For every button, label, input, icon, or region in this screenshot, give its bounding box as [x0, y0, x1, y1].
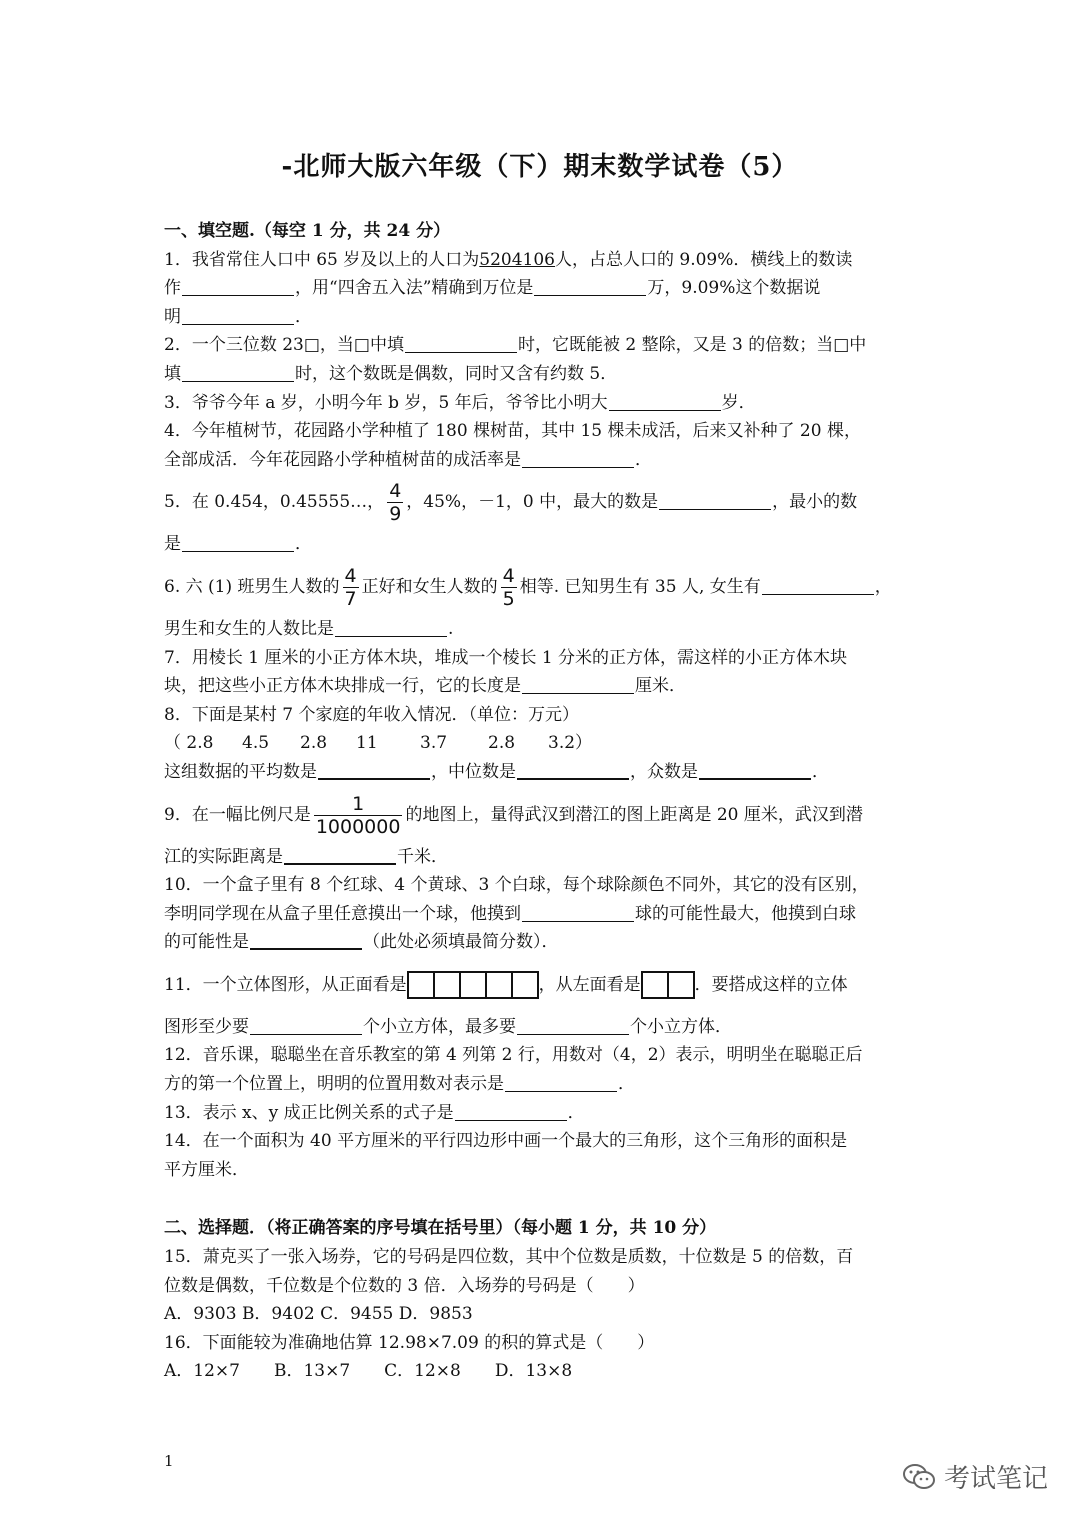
data-value: （ 2.8 [164, 733, 214, 754]
question-1-line-3: 明 ． [164, 306, 312, 327]
answer-blank[interactable] [522, 449, 634, 468]
question-10-line-3: 的可能性是 （此处必须填最简分数）． [164, 932, 559, 953]
question-2-line-2: 填 时，这个数既是偶数，同时又含有约数 5． [164, 363, 618, 384]
question-12-line-2: 方的第一个位置上，明明的位置用数对表示是 ． [164, 1074, 635, 1095]
answer-blank[interactable] [522, 903, 634, 922]
question-4-line-1: 4．今年植树节，花园路小学种植了 180 棵树苗，其中 15 棵未成活，后来又补种了 20 棵， [164, 421, 861, 442]
data-value: 4.5 [242, 733, 270, 754]
wechat-icon [902, 1463, 936, 1491]
answer-blank[interactable] [250, 1016, 362, 1035]
answer-blank[interactable] [455, 1102, 567, 1121]
watermark-text: 考试笔记 [944, 1464, 1049, 1494]
question-1-line-2: 作 ，用“四舍五入法”精确到万位是 万，9.09%这个数据说 [164, 278, 821, 299]
question-1-line-1: 1．我省常住人口中 65 岁及以上的人口为5204106人，占总人口的 9.09%．横线上的数读 [164, 249, 853, 270]
answer-blank[interactable] [284, 845, 396, 865]
data-value: 3.7 [420, 733, 448, 754]
question-7-line-1: 7．用棱长 1 厘米的小正方体木块，堆成一个棱长 1 分米的正方体，需这样的小正方体木块 [164, 647, 848, 668]
question-16-options: A．12×7 B．13×7 C．12×8 D．13×8 [164, 1361, 573, 1382]
answer-blank[interactable] [250, 930, 362, 950]
question-14-line-2: 平方厘米． [164, 1159, 249, 1180]
question-10-line-1: 10．一个盒子里有 8 个红球、4 个黄球、3 个白球，每个球除颜色不同外，其它的没有区别， [164, 875, 869, 896]
question-5-line-2: 是 ． [164, 534, 312, 555]
answer-blank[interactable] [405, 334, 517, 353]
exam-content [164, 217, 924, 1386]
question-7-line-2: 块，把这些小正方体木块排成一行，它的长度是 厘米． [164, 676, 686, 697]
answer-blank[interactable] [517, 1016, 629, 1035]
question-6-line-2: 男生和女生的人数比是 . [164, 618, 454, 639]
question-5-line-1: 5．在 0.454，0.45555…， $\frac{4}{9}$ ，45%，－1，0 中，最大的数是 ，最小的数 [164, 480, 858, 526]
answer-blank[interactable] [335, 618, 447, 637]
front-view-figure [407, 971, 539, 999]
question-13: 13．表示 x、y 成正比例关系的式子是 ． [164, 1102, 585, 1123]
scale-fraction: $\frac{1}{1000000}$ [315, 792, 401, 838]
question-4-line-2: 全部成活．今年花园路小学种植树苗的成活率是 ． [164, 449, 652, 470]
data-value: 2.8 [300, 733, 328, 754]
question-2-line-1: 2．一个三位数 23□，当□中填 时，它既能被 2 整除，又是 3 的倍数；当□中 [164, 335, 867, 356]
data-value: 2.8 [488, 733, 516, 754]
question-6-line-1: 6. 六 (1) 班男生人数的 $\frac{4}{7}$ 正好和女生人数的 $\frac{4}{5}$ 相等. 已知男生有 35 人, 女生有 ， [164, 564, 892, 610]
data-value: 11 [356, 733, 378, 754]
question-9-line-1: 9．在一幅比例尺是 $\frac{1}{1000000}$ 的地图上，量得武汉到潜江的图上距离是 20 厘米，武汉到潜 [164, 792, 863, 838]
answer-blank[interactable] [659, 491, 771, 510]
section-header-fill-in: 一、填空题.（每空 1 分，共 24 分） [164, 221, 451, 241]
question-11-line-2: 图形至少要 个小立方体，最多要 个小立方体． [164, 1016, 732, 1037]
fraction: $\frac{4}{5}$ [502, 564, 515, 610]
fraction: $\frac{4}{9}$ [389, 480, 402, 526]
answer-blank[interactable] [505, 1073, 617, 1092]
question-8-line-3: 这组数据的平均数是 ，中位数是 ，众数是 ． [164, 761, 829, 782]
answer-blank[interactable] [182, 533, 294, 552]
answer-blank[interactable] [182, 306, 294, 325]
question-8-values [164, 729, 924, 758]
question-9-line-2: 江的实际距离是 千米． [164, 846, 448, 867]
question-15-line-2: 位数是偶数，千位数是个位数的 3 倍．入场券的号码是（ ） [164, 1275, 645, 1296]
answer-blank[interactable] [517, 760, 629, 780]
answer-blank[interactable] [609, 392, 721, 411]
fraction: $\frac{4}{7}$ [344, 564, 357, 610]
section-header-choice: 二、选择题．（将正确答案的序号填在括号里）（每小题 1 分，共 10 分） [164, 1218, 717, 1239]
question-15-line-1: 15．萧克买了一张入场券，它的号码是四位数，其中个位数是质数，十位数是 5 的倍数，百 [164, 1247, 854, 1268]
answer-blank[interactable] [534, 277, 646, 296]
question-16-line-1: 16．下面能较为准确地估算 12.98×7.09 的积的算式是（ ） [164, 1332, 655, 1353]
question-3: 3．爷爷今年 a 岁，小明今年 b 岁，5 年后，爷爷比小明大 岁． [164, 392, 756, 413]
watermark [902, 1458, 1048, 1495]
page-title: -北师大版六年级（下）期末数学试卷（5） [281, 152, 799, 182]
question-12-line-1: 12．音乐课，聪聪坐在音乐教室的第 4 列第 2 行，用数对（4，2）表示，明明坐在聪聪正后 [164, 1045, 863, 1066]
answer-blank[interactable] [522, 675, 634, 694]
data-value: 3.2） [548, 733, 593, 754]
answer-blank[interactable] [318, 760, 430, 780]
answer-blank[interactable] [699, 760, 811, 780]
question-11-line-1: 11．一个立体图形，从正面看是 ，从左面看是 ．要搭成这样的立体 [164, 957, 924, 1013]
question-14-line-1: 14．在一个面积为 40 平方厘米的平行四边形中画一个最大的三角形，这个三角形的面积是 [164, 1131, 848, 1152]
page-number: 1 [164, 1452, 174, 1470]
question-15-options: A．9303 B．9402 C．9455 D．9853 [164, 1304, 473, 1325]
answer-blank[interactable] [182, 277, 294, 296]
question-10-line-2: 李明同学现在从盒子里任意摸出一个球，他摸到 球的可能性最大，他摸到白球 [164, 903, 856, 924]
left-view-figure [641, 971, 695, 999]
underlined-number: 5204106 [479, 249, 555, 270]
question-8-line-1: 8．下面是某村 7 个家庭的年收入情况．（单位：万元） [164, 704, 579, 725]
answer-blank[interactable] [762, 576, 874, 595]
answer-blank[interactable] [182, 363, 294, 382]
